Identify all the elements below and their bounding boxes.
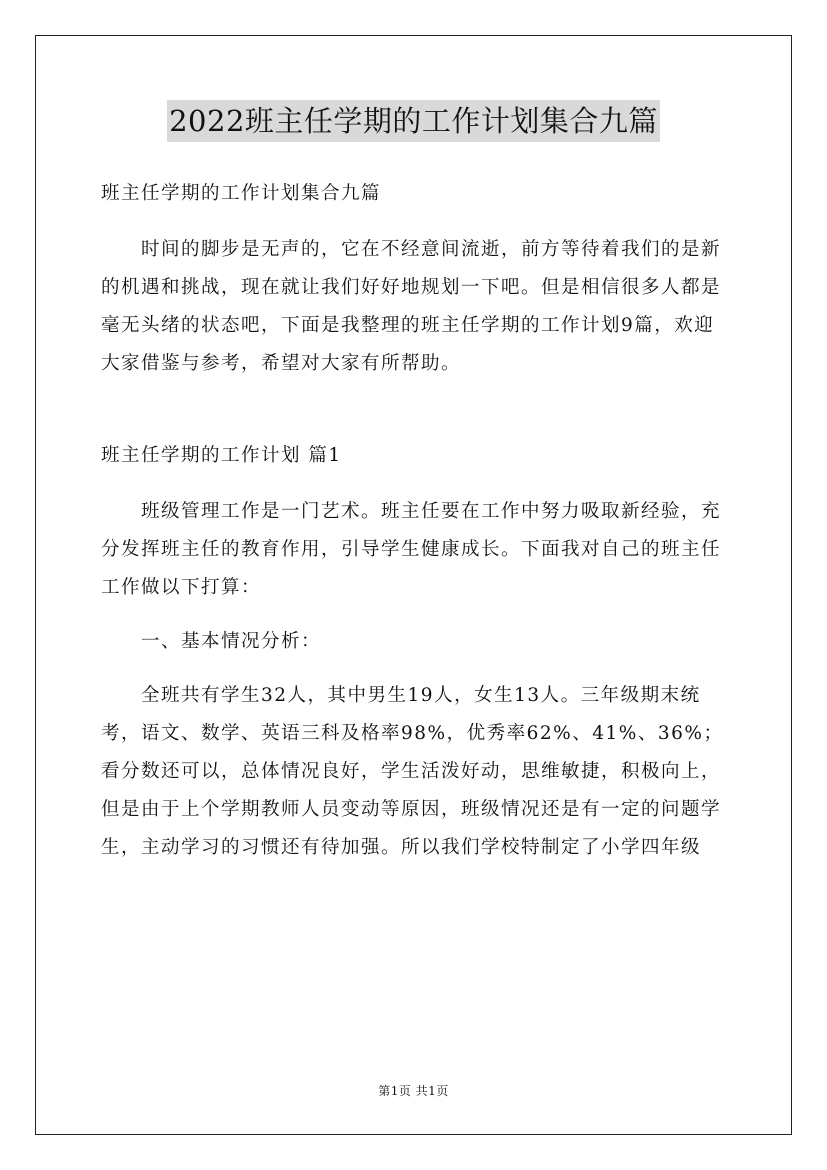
document-subtitle: 班主任学期的工作计划集合九篇 <box>101 183 382 204</box>
document-body <box>101 175 727 867</box>
title-container <box>0 100 827 142</box>
intro-paragraph: 时间的脚步是无声的，它在不经意间流逝，前方等待着我们的是新的机遇和挑战，现在就让我们好好地规划一下吧。但是相信很多人都是毫无头绪的状态吧，下面是我整理的班主任学期的工作计划9篇，欢迎大家借鉴与参考，希望对大家有所帮助。 <box>101 239 722 374</box>
section-1-subheading: 一、基本情况分析： <box>141 631 322 652</box>
section-1-paragraph-1: 班级管理工作是一门艺术。班主任要在工作中努力吸取新经验，充分发挥班主任的教育作用，引导学生健康成长。下面我对自己的班主任工作做以下打算： <box>101 501 722 598</box>
section-1-paragraph-2: 全班共有学生32人，其中男生19人，女生13人。三年级期末统考，语文、数学、英语三科及格率98%，优秀率62%、41%、36%；看分数还可以，总体情况良好，学生活泼好动，思维敏捷，积极向上，但是由于上个学期教师人员变动等原因，班级情况还是有一定的问题学生，主动学习的习惯还有待加强。所以我们学校特制定了小学四年级 <box>101 685 724 858</box>
paragraph-spacer <box>101 661 727 677</box>
page-number: 第1页 共1页 <box>378 1084 449 1098</box>
page-footer <box>0 1083 827 1099</box>
paragraph-spacer <box>101 607 727 623</box>
section-1-heading: 班主任学期的工作计划 篇1 <box>101 445 342 466</box>
document-title: 2022班主任学期的工作计划集合九篇 <box>167 100 660 142</box>
section-spacer <box>101 383 727 437</box>
